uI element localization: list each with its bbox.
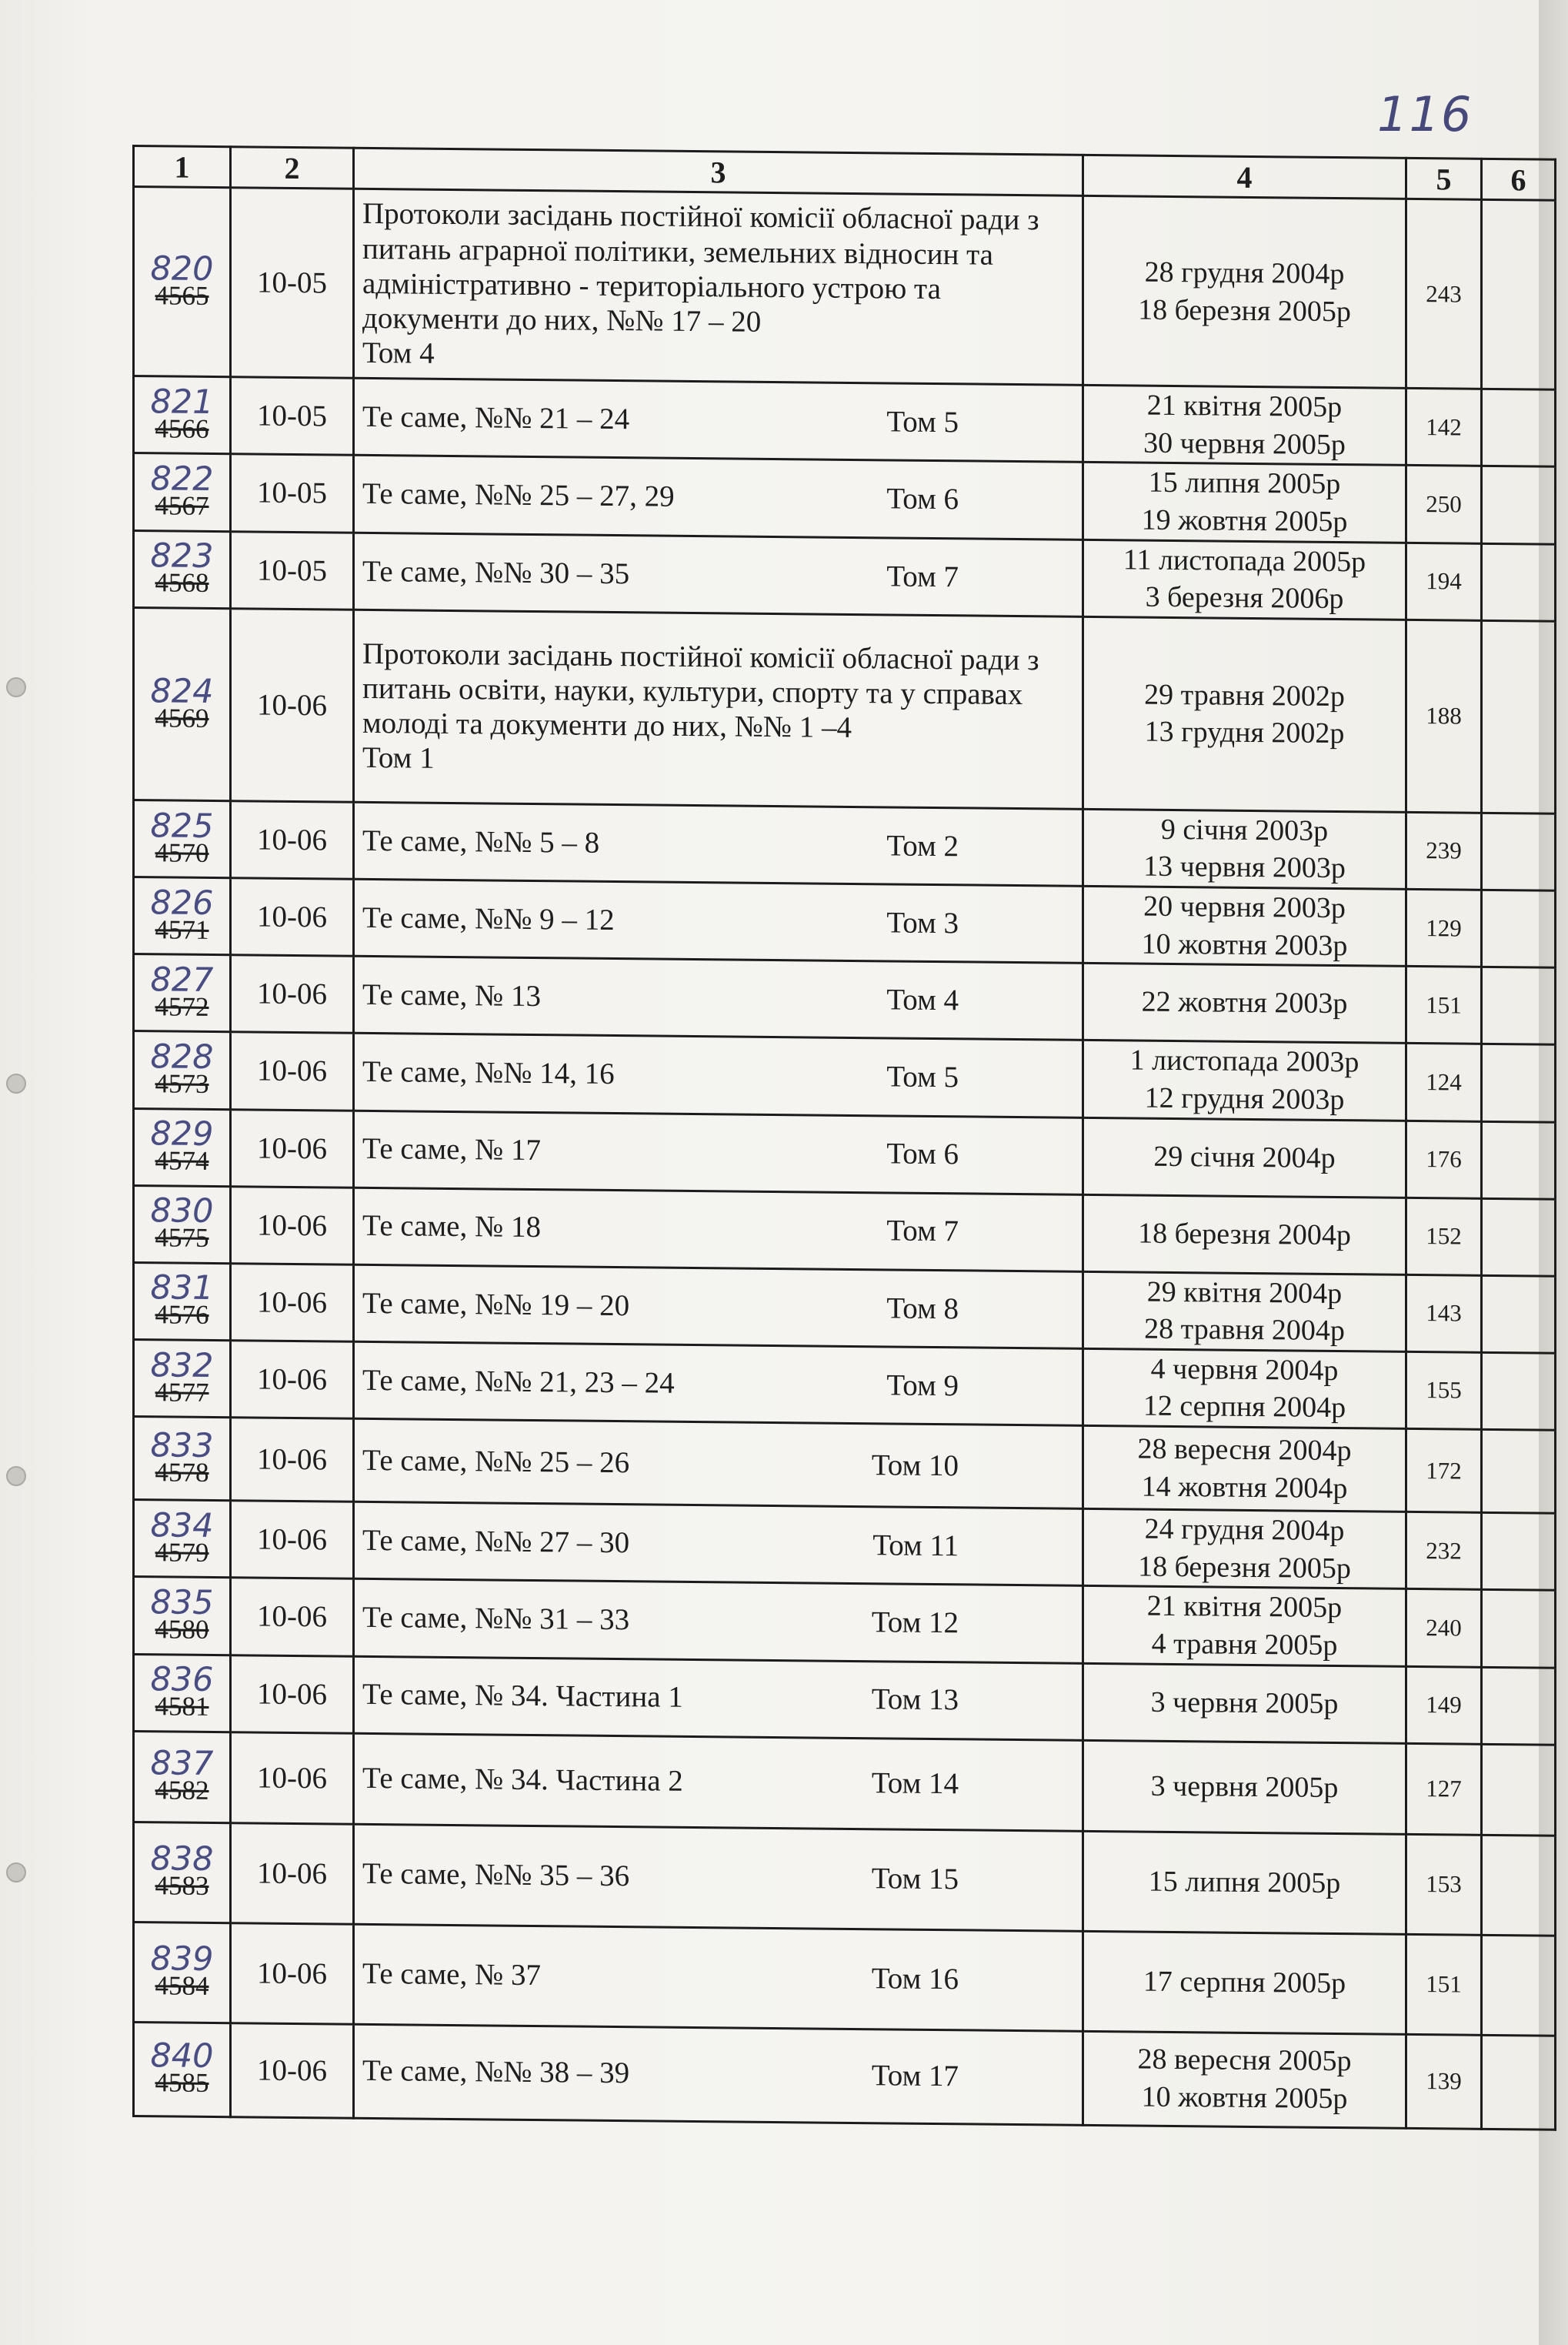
file-index-cell: 10-06 (231, 1263, 354, 1341)
handwritten-case-number: 829 (150, 1114, 214, 1154)
date-line: 4 травня 2005р (1151, 1627, 1338, 1662)
date-line: 10 жовтня 2005р (1141, 2080, 1348, 2116)
sheet-count-cell: 172 (1406, 1428, 1482, 1512)
date-line: 3 червня 2005р (1150, 1685, 1339, 1720)
file-index-cell: 10-06 (231, 608, 354, 802)
struck-case-number: 4566 (155, 413, 209, 444)
note-cell (1482, 967, 1556, 1045)
case-title: Те саме, №№ 5 – 8 (362, 823, 600, 860)
title-cell (354, 1656, 1083, 1740)
title-cell (354, 1579, 1083, 1663)
date-line: 24 грудня 2004р (1144, 1512, 1345, 1548)
case-number-cell (134, 2022, 231, 2116)
struck-case-number: 4570 (155, 837, 209, 868)
volume-label: Том 3 (886, 906, 959, 940)
dates-cell (1083, 1931, 1406, 2034)
page-number: 116 (1377, 86, 1473, 142)
date-line: 12 серпня 2004р (1143, 1389, 1346, 1425)
title-cell (354, 456, 1083, 539)
table-row (134, 954, 1556, 1045)
sheet-count-cell: 239 (1406, 812, 1482, 890)
volume-label: Том 7 (886, 1214, 959, 1248)
title-cell (354, 1418, 1083, 1508)
volume-label: Том 15 (871, 1862, 959, 1896)
dates-cell (1083, 1663, 1406, 1743)
case-number-cell (134, 1031, 231, 1109)
dates-cell (1083, 1348, 1406, 1428)
file-index-cell: 10-06 (231, 1340, 354, 1418)
case-number-cell (134, 1339, 231, 1417)
file-index-cell: 10-06 (231, 878, 354, 957)
volume-label: Том 11 (872, 1528, 959, 1563)
dates-cell (1083, 1586, 1406, 1666)
struck-case-number: 4575 (155, 1222, 209, 1254)
volume-label: Том 12 (871, 1605, 959, 1640)
table-row (134, 800, 1556, 890)
date-line: 28 вересня 2004р (1137, 1432, 1352, 1468)
note-cell (1482, 1121, 1556, 1199)
file-index-cell: 10-06 (231, 1501, 354, 1579)
dates-cell (1083, 195, 1406, 388)
handwritten-case-number: 823 (150, 536, 214, 576)
note-cell (1482, 813, 1556, 890)
note-cell (1482, 1352, 1556, 1430)
volume-label: Том 13 (871, 1682, 959, 1717)
struck-case-number: 4580 (155, 1614, 209, 1645)
volume-label: Том 4 (362, 336, 435, 371)
case-number-cell (134, 1262, 231, 1340)
dates-cell (1083, 1740, 1406, 1834)
dates-cell (1083, 539, 1406, 620)
case-number-cell (134, 1654, 231, 1732)
sheet-count-cell: 176 (1406, 1121, 1482, 1198)
table-row (134, 1822, 1556, 1936)
case-title: Те саме, № 17 (362, 1132, 541, 1167)
note-cell (1482, 620, 1556, 813)
sheet-count-cell: 152 (1406, 1198, 1482, 1275)
dates-cell (1083, 886, 1406, 966)
table-row (134, 877, 1556, 968)
table-row (134, 1417, 1556, 1514)
handwritten-case-number: 825 (150, 806, 214, 846)
sheet-count-cell: 151 (1406, 967, 1482, 1044)
volume-label: Том 1 (362, 741, 435, 776)
handwritten-case-number: 827 (150, 960, 214, 1000)
sheet-count-cell: 194 (1406, 543, 1482, 620)
case-number-cell (134, 1500, 231, 1578)
file-index-cell: 10-06 (231, 1032, 354, 1111)
case-title: Те саме, №№ 35 – 36 (362, 1857, 630, 1893)
handwritten-case-number: 837 (150, 1744, 214, 1784)
handwritten-case-number: 840 (150, 2036, 214, 2076)
handwritten-case-number: 822 (150, 459, 214, 499)
title-cell (354, 1034, 1083, 1117)
dates-cell (1083, 1271, 1406, 1351)
struck-case-number: 4581 (155, 1691, 209, 1722)
sheet-count-cell: 139 (1406, 2034, 1482, 2129)
struck-case-number: 4579 (155, 1537, 209, 1568)
title-cell (354, 1264, 1083, 1348)
title-cell (354, 1824, 1083, 1931)
binder-hole (6, 1074, 26, 1094)
case-number-cell (134, 187, 231, 377)
date-line: 20 червня 2003р (1143, 890, 1346, 925)
table-row (134, 1031, 1556, 1122)
case-title: Те саме, №№ 14, 16 (362, 1055, 615, 1091)
file-index-cell: 10-06 (231, 1822, 354, 1924)
date-line: 29 квітня 2004р (1146, 1275, 1343, 1310)
note-cell (1482, 466, 1556, 544)
case-number-cell (134, 1822, 231, 1922)
note-cell (1482, 1512, 1556, 1590)
case-number-cell (134, 530, 231, 608)
volume-label: Том 8 (886, 1291, 959, 1325)
handwritten-case-number: 826 (150, 884, 214, 923)
struck-case-number: 4572 (155, 991, 209, 1022)
handwritten-case-number: 830 (150, 1191, 214, 1231)
file-index-cell: 10-06 (231, 1578, 354, 1656)
table-row (134, 187, 1556, 390)
column-header: 2 (231, 147, 354, 189)
file-index-cell: 10-05 (231, 454, 354, 533)
table-row (134, 1108, 1556, 1199)
column-header: 6 (1482, 159, 1556, 200)
file-index-cell: 10-06 (231, 1109, 354, 1188)
case-title: Те саме, №№ 27 – 30 (362, 1523, 630, 1560)
note-cell (1482, 1935, 1556, 2036)
handwritten-case-number: 820 (150, 249, 214, 289)
file-index-cell: 10-06 (231, 2023, 354, 2118)
title-cell (354, 378, 1083, 462)
case-title: Те саме, № 34. Частина 2 (362, 1762, 683, 1799)
note-cell (1482, 389, 1556, 466)
binder-hole (6, 1466, 26, 1486)
struck-case-number: 4582 (155, 1775, 209, 1806)
date-line: 10 жовтня 2003р (1141, 927, 1348, 962)
sheet-count-cell: 124 (1406, 1044, 1482, 1121)
handwritten-case-number: 833 (150, 1425, 214, 1465)
handwritten-case-number: 836 (150, 1660, 214, 1700)
dates-cell (1083, 2031, 1406, 2128)
sheet-count-cell: 155 (1406, 1351, 1482, 1429)
date-line: 30 червня 2005р (1143, 426, 1346, 461)
volume-label: Том 6 (886, 482, 959, 516)
sheet-count-cell: 232 (1406, 1512, 1482, 1589)
title-cell (354, 1924, 1083, 2031)
dates-cell (1083, 809, 1406, 889)
title-cell (354, 1341, 1083, 1425)
file-index-cell: 10-06 (231, 1922, 354, 2024)
note-cell (1482, 1198, 1556, 1276)
table-row (134, 453, 1556, 544)
handwritten-case-number: 834 (150, 1506, 214, 1545)
date-line: 28 травня 2004р (1144, 1312, 1345, 1348)
case-title: Те саме, №№ 9 – 12 (362, 900, 615, 937)
case-number-cell (134, 1922, 231, 2023)
table-row (134, 607, 1556, 813)
struck-case-number: 4569 (155, 702, 209, 733)
archive-inventory-table (132, 145, 1556, 2130)
volume-label: Том 4 (886, 983, 959, 1017)
file-index-cell: 10-06 (231, 1186, 354, 1264)
handwritten-case-number: 839 (150, 1939, 214, 1979)
note-cell (1482, 1275, 1556, 1353)
file-index-cell: 10-06 (231, 1655, 354, 1733)
note-cell (1482, 1667, 1556, 1745)
date-line: 15 липня 2005р (1148, 1865, 1341, 1899)
column-header: 4 (1083, 155, 1406, 199)
file-index-cell: 10-06 (231, 800, 354, 879)
struck-case-number: 4573 (155, 1068, 209, 1100)
struck-case-number: 4585 (155, 2067, 209, 2099)
volume-label: Том 16 (871, 1962, 959, 1996)
case-number-cell (134, 1108, 231, 1186)
sheet-count-cell: 243 (1406, 199, 1482, 389)
note-cell (1482, 543, 1556, 621)
table-row (134, 376, 1556, 467)
case-title: Те саме, №№ 21, 23 – 24 (362, 1363, 675, 1400)
note-cell (1482, 1429, 1556, 1513)
title-cell (354, 1733, 1083, 1831)
volume-label: Том 9 (886, 1368, 959, 1403)
date-line: 19 жовтня 2005р (1141, 503, 1348, 539)
table-row (134, 1922, 1556, 2036)
case-number-cell (134, 877, 231, 955)
case-title: Те саме, №№ 30 – 35 (362, 554, 630, 590)
file-index-cell: 10-06 (231, 1732, 354, 1824)
handwritten-case-number: 821 (150, 382, 214, 422)
date-line: 11 листопада 2005р (1123, 543, 1366, 578)
struck-case-number: 4571 (155, 914, 209, 945)
sheet-count-cell: 250 (1406, 466, 1482, 543)
date-line: 1 листопада 2003р (1129, 1044, 1359, 1079)
date-line: 18 березня 2005р (1138, 1550, 1351, 1585)
case-number-cell (134, 1185, 231, 1263)
file-index-cell: 10-05 (231, 531, 354, 610)
case-title: Те саме, № 13 (362, 977, 541, 1014)
volume-label: Том 5 (886, 1060, 959, 1094)
volume-label: Том 5 (886, 405, 959, 439)
date-line: 13 грудня 2002р (1144, 715, 1345, 750)
case-title: Те саме, № 18 (362, 1209, 541, 1244)
sheet-count-cell: 151 (1406, 1934, 1482, 2035)
case-number-cell (134, 453, 231, 531)
dates-cell (1083, 1425, 1406, 1512)
sheet-count-cell: 188 (1406, 620, 1482, 813)
title-cell (354, 1111, 1083, 1194)
case-title: Протоколи засідань постійної комісії обласної ради з питань освіти, науки, культури, спорту та у справах молоді та документи до них, №№ 1 –4 (362, 636, 1039, 745)
table-body (134, 187, 1556, 2130)
volume-label: Том 10 (871, 1448, 959, 1483)
date-line: 12 грудня 2003р (1144, 1081, 1345, 1116)
volume-label: Том 17 (871, 2059, 959, 2093)
date-line: 28 грудня 2004р (1144, 256, 1345, 290)
date-line: 9 січня 2003р (1160, 813, 1329, 847)
date-line: 21 квітня 2005р (1146, 389, 1343, 424)
struck-case-number: 4577 (155, 1376, 209, 1408)
case-number-cell (134, 800, 231, 877)
struck-case-number: 4584 (155, 1970, 209, 2002)
case-number-cell (134, 1731, 231, 1822)
note-cell (1482, 199, 1556, 389)
sheet-count-cell: 149 (1406, 1666, 1482, 1744)
sheet-count-cell: 142 (1406, 388, 1482, 466)
handwritten-case-number: 824 (150, 671, 214, 711)
table-row (134, 1185, 1556, 1276)
handwritten-case-number: 831 (150, 1268, 214, 1308)
note-cell (1482, 1744, 1556, 1836)
case-title: Те саме, № 34. Частина 1 (362, 1678, 683, 1715)
date-line: 14 жовтня 2004р (1141, 1470, 1348, 1505)
case-number-cell (134, 1417, 231, 1501)
case-number-cell (134, 607, 231, 800)
struck-case-number: 4574 (155, 1145, 209, 1177)
title-cell (354, 1502, 1083, 1585)
table-row (134, 1577, 1556, 1668)
column-header: 1 (134, 146, 231, 188)
dates-cell (1083, 1831, 1406, 1934)
date-line: 3 червня 2005р (1150, 1769, 1339, 1804)
case-number-cell (134, 376, 231, 454)
struck-case-number: 4578 (155, 1457, 209, 1488)
handwritten-case-number: 835 (150, 1583, 214, 1623)
note-cell (1482, 1590, 1556, 1668)
date-line: 15 липня 2005р (1148, 466, 1341, 501)
file-index-cell: 10-06 (231, 1418, 354, 1502)
volume-label: Том 6 (886, 1137, 959, 1171)
case-number-cell (134, 954, 231, 1032)
case-title: Те саме, №№ 38 – 39 (362, 2054, 630, 2090)
dates-cell (1083, 964, 1406, 1044)
column-header: 3 (354, 148, 1083, 195)
title-cell (354, 802, 1083, 886)
title-cell (354, 957, 1083, 1041)
title-cell (354, 610, 1083, 809)
note-cell (1482, 1835, 1556, 1936)
title-cell (354, 879, 1083, 963)
note-cell (1482, 2035, 1556, 2130)
note-cell (1482, 890, 1556, 967)
note-cell (1482, 1044, 1556, 1122)
table-row (134, 530, 1556, 621)
date-line: 28 вересня 2005р (1137, 2043, 1352, 2078)
table-row (134, 1500, 1556, 1591)
case-title: Те саме, №№ 21 – 24 (362, 399, 630, 436)
title-cell (354, 189, 1083, 385)
dates-cell (1083, 616, 1406, 812)
volume-label: Том 7 (886, 559, 959, 593)
title-cell (354, 533, 1083, 616)
volume-label: Том 2 (886, 829, 959, 864)
file-index-cell: 10-05 (231, 377, 354, 456)
date-line: 21 квітня 2005р (1146, 1589, 1343, 1625)
dates-cell (1083, 1194, 1406, 1274)
dates-cell (1083, 1508, 1406, 1588)
title-cell (354, 1188, 1083, 1271)
title-cell (354, 2024, 1083, 2125)
date-line: 29 травня 2002р (1144, 678, 1345, 713)
case-number-cell (134, 1577, 231, 1655)
case-title: Протоколи засідань постійної комісії обласної ради з питань аграрної політики, земельних відносин та адміністративно - територіального устрою та документи до них, №№ 17 – 20 (362, 197, 1039, 339)
file-index-cell: 10-05 (231, 188, 354, 379)
date-line: 4 червня 2004р (1150, 1352, 1339, 1387)
binder-hole (6, 1862, 26, 1882)
dates-cell (1083, 1041, 1406, 1121)
column-header: 5 (1406, 158, 1482, 199)
case-title: Те саме, №№ 25 – 27, 29 (362, 477, 675, 514)
table-row (134, 2022, 1556, 2130)
date-line: 17 серпня 2005р (1143, 1965, 1346, 1999)
struck-case-number: 4583 (155, 1870, 209, 1902)
sheet-count-cell: 240 (1406, 1589, 1482, 1667)
sheet-count-cell: 153 (1406, 1834, 1482, 1935)
handwritten-case-number: 828 (150, 1037, 214, 1077)
date-line: 18 березня 2005р (1138, 293, 1351, 328)
date-line: 29 січня 2004р (1153, 1140, 1336, 1174)
table-row (134, 1731, 1556, 1836)
handwritten-case-number: 832 (150, 1345, 214, 1385)
struck-case-number: 4565 (155, 280, 209, 311)
volume-label: Том 14 (871, 1766, 959, 1801)
dates-cell (1083, 463, 1406, 543)
table-row (134, 1339, 1556, 1430)
dates-cell (1083, 385, 1406, 465)
date-line: 22 жовтня 2003р (1141, 986, 1348, 1021)
file-index-cell: 10-06 (231, 955, 354, 1034)
binder-hole (6, 677, 26, 697)
case-title: Те саме, №№ 31 – 33 (362, 1601, 630, 1637)
date-line: 3 березня 2006р (1145, 580, 1344, 616)
case-title: Те саме, № 37 (362, 1957, 541, 1993)
sheet-count-cell: 143 (1406, 1274, 1482, 1352)
dates-cell (1083, 1117, 1406, 1198)
case-title: Те саме, №№ 25 – 26 (362, 1443, 630, 1480)
case-title: Те саме, №№ 19 – 20 (362, 1286, 630, 1322)
table-row (134, 1654, 1556, 1745)
handwritten-case-number: 838 (150, 1839, 214, 1879)
date-line: 18 березня 2004р (1138, 1217, 1351, 1251)
sheet-count-cell: 129 (1406, 889, 1482, 967)
struck-case-number: 4567 (155, 490, 209, 522)
struck-case-number: 4568 (155, 567, 209, 599)
date-line: 13 червня 2003р (1143, 850, 1346, 885)
table-row (134, 1262, 1556, 1353)
sheet-count-cell: 127 (1406, 1743, 1482, 1835)
struck-case-number: 4576 (155, 1299, 209, 1331)
